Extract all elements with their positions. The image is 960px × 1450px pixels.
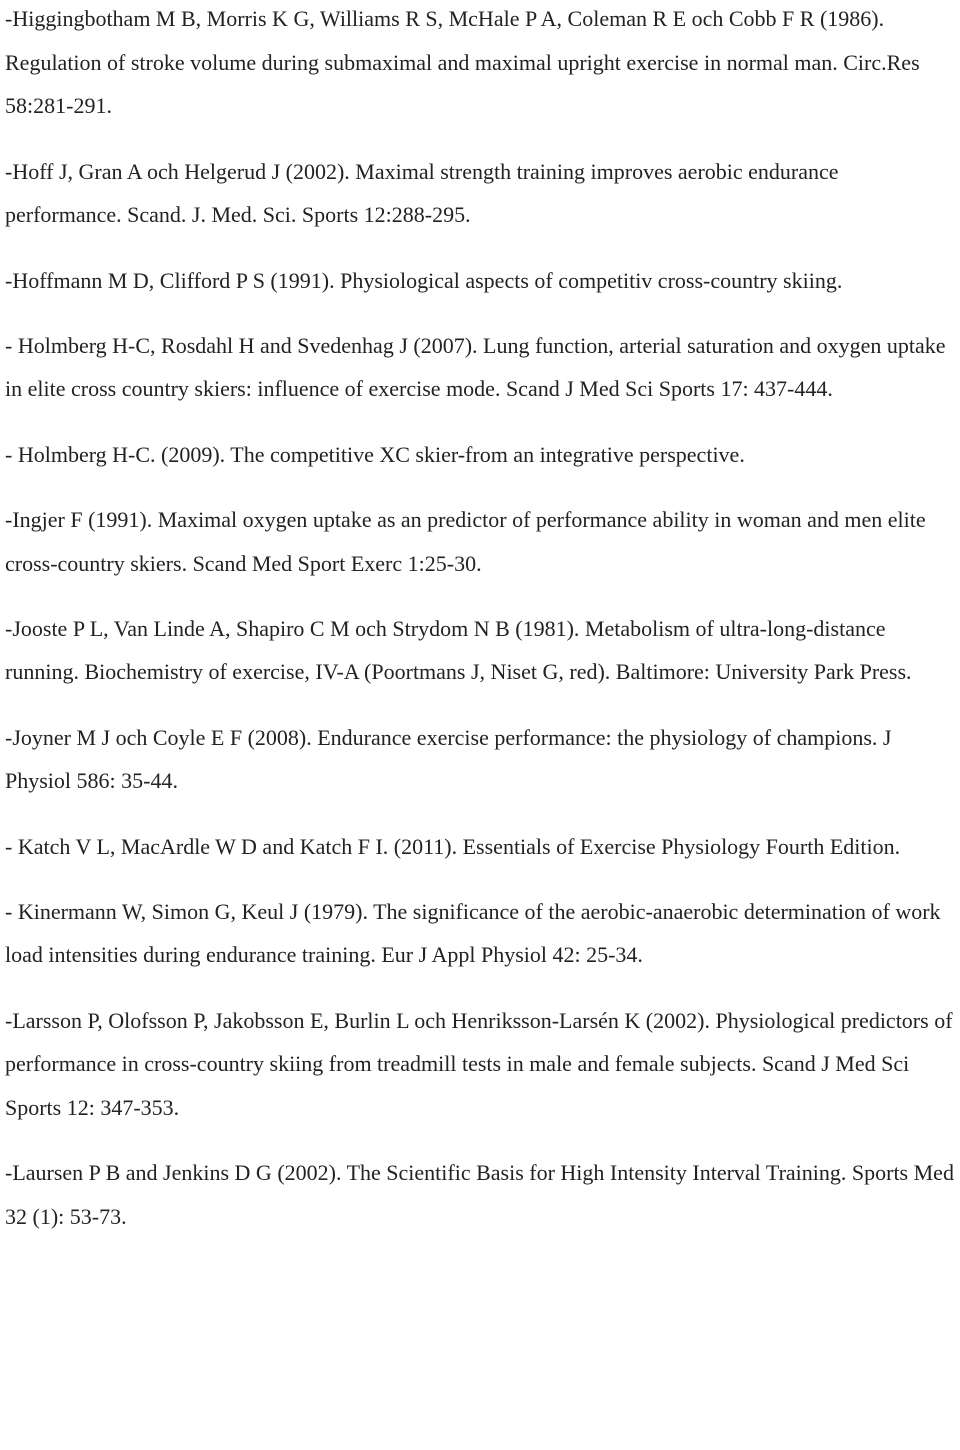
reference-entry: -Laursen P B and Jenkins D G (2002). The Scientific Basis for High Intensity Interval Training. Sports Med 32 (1): 53-73. — [5, 1160, 954, 1229]
reference-entry: -Hoffmann M D, Clifford P S (1991). Physiological aspects of competitiv cross-country skiing. — [5, 267, 843, 293]
reference-entry: -Higgingbotham M B, Morris K G, Williams R S, McHale P A, Coleman R E och Cobb F R (1986). Regulation of stroke volume during submaximal and maximal upright exercise in normal man. Circ.Res 58:281-291. — [5, 6, 920, 119]
reference-entry: - Kinermann W, Simon G, Keul J (1979). The significance of the aerobic-anaerobic determination of work load intensities during endurance training. Eur J Appl Physiol 42: 25-34. — [5, 898, 941, 968]
reference-entry: -Ingjer F (1991). Maximal oxygen uptake as an predictor of performance ability in woman and men elite cross-country skiers. Scand Med Sport Exerc 1:25-30. — [5, 506, 926, 576]
reference-entry: -Larsson P, Olofsson P, Jakobsson E, Burlin L och Henriksson-Larsén K (2002). Physiological predictors of performance in cross-country skiing from treadmill tests in male and female subjects. Scand J Med Sci Sports 12: 347-353. — [5, 1007, 953, 1121]
reference-entry: -Jooste P L, Van Linde A, Shapiro C M och Strydom N B (1981). Metabolism of ultra-long-distance running. Biochemistry of exercise, IV-A (Poortmans J, Niset G, red). Baltimore: University Park Press. — [5, 615, 912, 685]
reference-entry: - Holmberg H-C, Rosdahl H and Svedenhag J (2007). Lung function, arterial saturation and oxygen uptake in elite cross country skiers: influence of exercise mode. Scand J Med Sci Sports 17: 437-444. — [5, 332, 946, 402]
reference-entry: -Hoff J, Gran A och Helgerud J (2002). Maximal strength training improves aerobic endurance performance. Scand. J. Med. Sci. Sports 12:288-295. — [5, 158, 839, 228]
reference-entry: - Katch V L, MacArdle W D and Katch F I. (2011). Essentials of Exercise Physiology Fourth Edition. — [5, 833, 901, 859]
reference-entry: - Holmberg H-C. (2009). The competitive XC skier-from an integrative perspective. — [5, 441, 745, 467]
reference-entry: -Joyner M J och Coyle E F (2008). Endurance exercise performance: the physiology of champions. J Physiol 586: 35-44. — [5, 724, 892, 794]
reference-list — [5, 0, 954, 1239]
